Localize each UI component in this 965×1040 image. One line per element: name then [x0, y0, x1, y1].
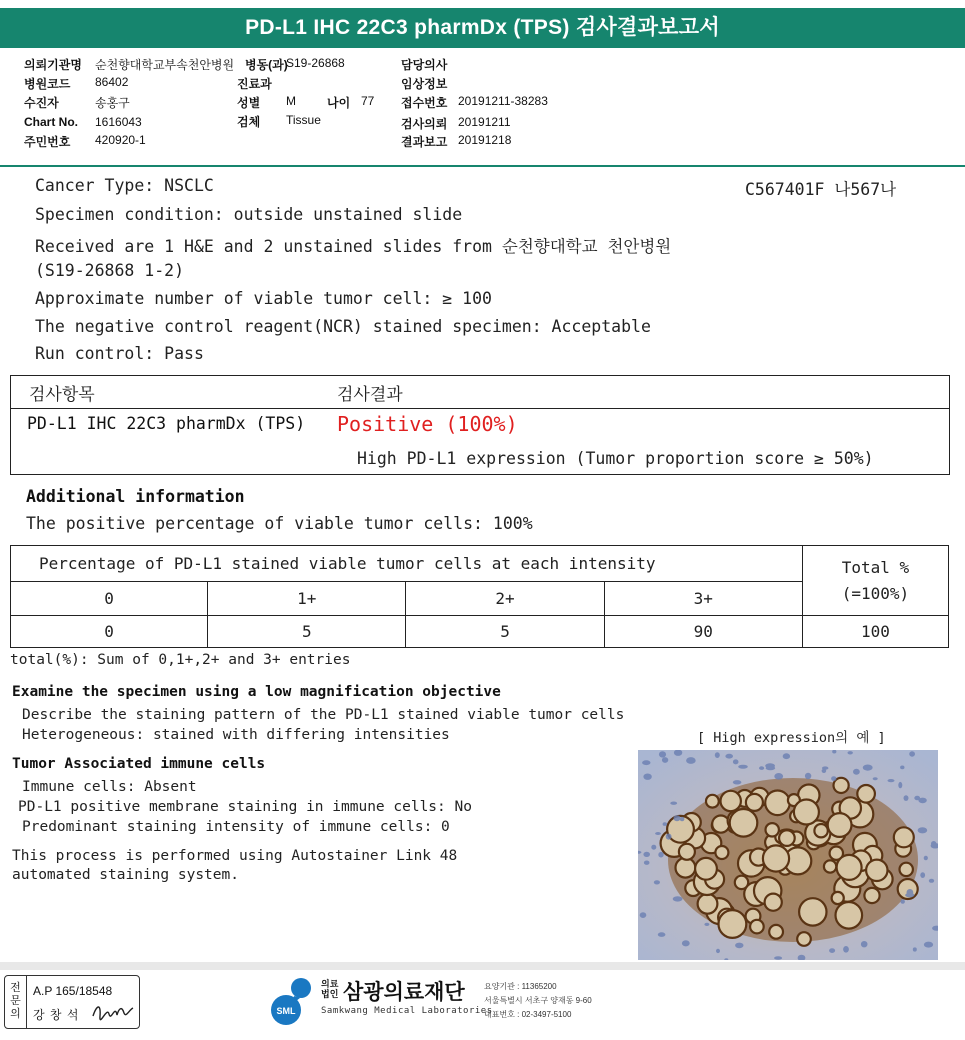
nucleus [848, 751, 853, 754]
nucleus [640, 912, 647, 918]
stained-cell [866, 860, 887, 881]
cancer-type: Cancer Type: NSCLC [35, 176, 214, 195]
stained-cell [900, 863, 913, 876]
nucleus [704, 923, 709, 926]
result-box-divider [11, 408, 949, 409]
examine-line-2: Heterogeneous: stained with differing intensities [22, 727, 450, 743]
specimen-label: 검체 [237, 115, 261, 129]
stained-cell [799, 898, 826, 925]
hospital-code-value: 86402 [95, 75, 129, 89]
nucleus [673, 896, 683, 901]
org-type-line-1: 의료 [321, 979, 339, 989]
process-line-1: This process is performed using Autostainer Link 48 [12, 848, 458, 864]
nucleus [725, 754, 733, 759]
org-type-line-2: 법인 [321, 989, 339, 999]
request-date-label: 검사의뢰 [401, 117, 448, 131]
stained-cell [836, 902, 863, 929]
nucleus [774, 956, 782, 960]
receipt-no-value: 20191211-38283 [458, 94, 548, 108]
nucleus [901, 899, 905, 903]
nucleus [900, 766, 904, 770]
nucleus [733, 759, 739, 764]
patient-value: 송홍구 [95, 96, 130, 110]
org-phone: 대표번호 : 02-3497-5100 [484, 1010, 572, 1019]
ncr-status: The negative control reagent(NCR) stained specimen: Acceptable [35, 317, 651, 336]
stained-cell [864, 888, 879, 903]
nucleus [642, 760, 650, 765]
test-item: PD-L1 IHC 22C3 pharmDx (TPS) [27, 414, 306, 433]
nucleus [644, 861, 650, 865]
chart-no-value: 1616043 [95, 115, 142, 129]
nucleus [643, 852, 650, 857]
nucleus [924, 942, 933, 948]
examine-line-1: Describe the staining pattern of the PD-L1 stained viable tumor cells [22, 707, 625, 723]
stained-cell [746, 794, 763, 811]
nucleus [733, 780, 742, 784]
clinic-label: 진료과 [237, 77, 272, 91]
viable-tumor-cells: Approximate number of viable tumor cell: ≥ 100 [35, 289, 492, 308]
ihc-high-expression-image [638, 750, 938, 960]
nucleus [663, 822, 667, 826]
nucleus [670, 802, 677, 805]
stamp-name: 강 창 석 [33, 1008, 80, 1022]
nucleus [831, 776, 836, 781]
level-cell: 3+ [604, 582, 802, 616]
nucleus [759, 766, 764, 770]
nucleus [766, 766, 775, 770]
immune-line-3: Predominant staining intensity of immune cells: 0 [22, 819, 450, 835]
nucleus [655, 832, 661, 835]
stained-cell [679, 844, 695, 860]
nucleus [682, 940, 690, 946]
nucleus [643, 774, 651, 780]
sex-value: M [286, 94, 296, 108]
nucleus [905, 893, 914, 898]
nucleus [863, 765, 873, 771]
dept-value: S19-26868 [286, 56, 345, 70]
institution-value: 순천향대학교부속천안병원 [95, 58, 235, 72]
immune-line-2: PD-L1 positive membrane staining in immune cells: No [18, 799, 472, 815]
nucleus [904, 795, 909, 801]
stained-cell [715, 846, 728, 859]
report-header [0, 52, 965, 162]
pathologist-stamp [4, 975, 140, 1029]
nucleus [658, 932, 666, 937]
org-name: 삼광의료재단 [343, 981, 465, 1004]
ihc-stain-graphic [638, 750, 938, 960]
signature-icon [91, 1000, 135, 1022]
request-date-value: 20191211 [458, 115, 511, 129]
table-footnote: total(%): Sum of 0,1+,2+ and 3+ entries [10, 652, 351, 668]
doctor-label: 담당의사 [401, 58, 448, 72]
age-value: 77 [361, 94, 375, 108]
stained-cell [769, 925, 783, 939]
specimen-condition: Specimen condition: outside unstained slide [35, 205, 463, 224]
test-item-header: 검사항목 [29, 385, 95, 405]
header-divider [0, 165, 965, 167]
stained-cell [766, 823, 779, 836]
block-id: C567401F 나567나 [745, 180, 897, 199]
age-label: 나이 [327, 96, 351, 110]
nucleus [654, 880, 660, 884]
value-cell: 0 [11, 616, 208, 648]
nucleus [774, 773, 783, 780]
nucleus [920, 872, 925, 878]
stained-cell [735, 876, 748, 889]
nucleus [716, 949, 720, 953]
stamp-ap-number: A.P 165/18548 [33, 984, 113, 998]
report-date-value: 20191218 [458, 133, 512, 147]
resident-no-value: 420920-1 [95, 133, 146, 147]
additional-info-heading: Additional information [26, 487, 245, 506]
stained-cell [824, 860, 836, 872]
test-result: Positive (100%) [337, 412, 518, 436]
nucleus [783, 753, 790, 759]
slide-number: (S19-26868 1-2) [35, 261, 185, 280]
total-value-cell: 100 [802, 616, 948, 648]
footer-band [0, 962, 965, 970]
nucleus [822, 769, 827, 773]
stained-cell [698, 894, 718, 914]
nucleus [829, 948, 835, 953]
nucleus [918, 798, 926, 804]
patient-label: 수진자 [24, 96, 59, 110]
value-cell: 90 [604, 616, 802, 648]
stained-cell [750, 920, 764, 934]
stained-cell [832, 892, 844, 904]
stained-cell [894, 827, 914, 847]
nucleus [843, 946, 849, 953]
stained-cell [719, 910, 747, 938]
total-header-line1: Total % [841, 557, 910, 577]
nucleus [686, 757, 696, 764]
org-english-name: Samkwang Medical Laboratories [321, 1006, 493, 1016]
sex-label: 성별 [237, 96, 261, 110]
additional-info-text: The positive percentage of viable tumor cells: 100% [26, 514, 533, 533]
stained-cell [797, 932, 811, 946]
value-cell: 5 [406, 616, 604, 648]
result-box [10, 375, 950, 475]
clinical-info-label: 임상정보 [401, 77, 448, 91]
nucleus [861, 941, 868, 947]
total-header-line2: (=100%) [841, 583, 910, 603]
examine-heading: Examine the specimen using a low magnification objective [12, 684, 501, 700]
logo-badge-text: SML [276, 1006, 296, 1016]
receipt-no-label: 접수번호 [401, 96, 448, 110]
stamp-side-label: 전문의 [5, 976, 27, 1028]
sml-logo-icon [270, 976, 320, 1026]
nucleus [853, 769, 860, 775]
org-address: 서울특별시 서초구 양재동 9-60 [484, 996, 592, 1005]
immune-heading: Tumor Associated immune cells [12, 756, 266, 772]
institution-code: 요양기관 : 11365200 [484, 982, 557, 991]
process-line-2: automated staining system. [12, 867, 239, 883]
chart-no-label: Chart No. [24, 115, 78, 129]
level-cell: 1+ [208, 582, 406, 616]
report-title: PD-L1 IHC 22C3 pharmDx (TPS) 검사결과보고서 [0, 8, 965, 48]
stained-cell [837, 855, 862, 880]
intensity-table-header: Percentage of PD-L1 stained viable tumor cells at each intensity [11, 546, 803, 582]
stained-cell [706, 795, 719, 808]
stained-cell [730, 809, 758, 837]
resident-no-label: 주민번호 [24, 135, 71, 149]
nucleus [738, 765, 748, 769]
nucleus [680, 817, 685, 821]
report-date-label: 결과보고 [401, 135, 448, 149]
nucleus [898, 782, 902, 788]
stained-cell [765, 894, 782, 911]
stained-cell [857, 785, 875, 803]
nucleus [651, 845, 656, 850]
stained-cell [794, 800, 819, 825]
nucleus [659, 751, 666, 757]
nucleus [888, 779, 895, 782]
received-slides: Received are 1 H&E and 2 unstained slides from 순천향대학교 천안병원 [35, 237, 672, 256]
total-header [802, 546, 948, 616]
nucleus [805, 773, 811, 779]
stained-cell [765, 791, 790, 816]
nucleus [658, 852, 663, 858]
stained-cell [828, 813, 852, 837]
nucleus [666, 834, 672, 840]
dept-label: 병동(과) [245, 58, 288, 72]
specimen-value: Tissue [286, 113, 321, 127]
stained-cell [814, 824, 827, 837]
level-cell: 0 [11, 582, 208, 616]
nucleus [735, 943, 743, 949]
level-cell: 2+ [406, 582, 604, 616]
run-control: Run control: Pass [35, 344, 204, 363]
nucleus [913, 947, 917, 951]
nucleus [873, 777, 878, 780]
institution-label: 의뢰기관명 [24, 58, 82, 72]
stained-cell [763, 845, 789, 871]
nucleus [662, 757, 668, 763]
hospital-code-label: 병원코드 [24, 77, 71, 91]
nucleus [918, 827, 928, 833]
nucleus [909, 751, 915, 756]
org-type [321, 979, 338, 999]
nucleus [674, 815, 681, 821]
nucleus [929, 879, 934, 883]
stained-cell [695, 858, 717, 880]
test-result-header: 검사결과 [337, 385, 403, 405]
stained-cell [721, 791, 741, 811]
nucleus [924, 856, 928, 861]
stained-cell [779, 830, 795, 846]
image-caption: [ High expression의 예 ] [697, 730, 886, 746]
immune-line-1: Immune cells: Absent [22, 779, 197, 795]
value-cell: 5 [208, 616, 406, 648]
expression-level: High PD-L1 expression (Tumor proportion score ≥ 50%) [357, 449, 874, 468]
nucleus [715, 752, 720, 758]
intensity-table [10, 545, 949, 648]
